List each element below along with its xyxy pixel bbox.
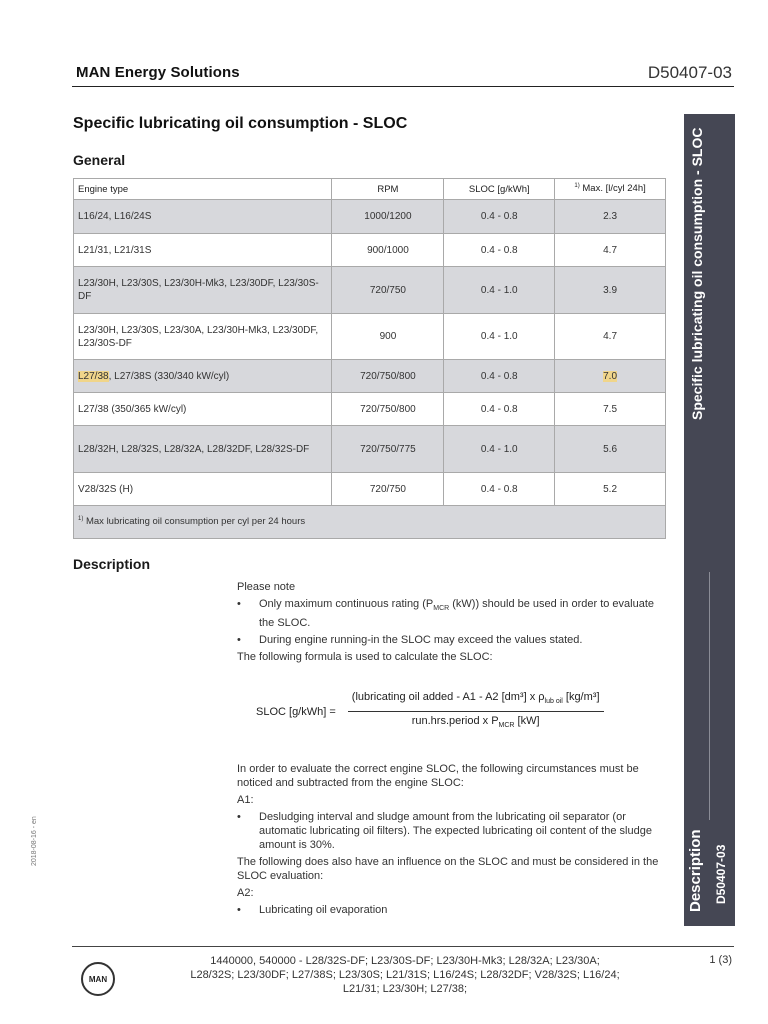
engine-type-cell: L28/32H, L28/32S, L28/32A, L28/32DF, L28/32S-DF	[74, 426, 332, 473]
max-cell: 5.6	[555, 426, 666, 473]
bullet-symbol: •	[237, 810, 241, 823]
table-footnote-text: Max lubricating oil consumption per cyl per 24 hours	[85, 516, 306, 528]
rpm-cell: 720/750/800	[332, 393, 444, 426]
footnote-marker: 1)	[78, 516, 84, 523]
sloc-cell: 0.4 - 0.8	[444, 393, 555, 426]
rpm-cell: 720/750/800	[332, 360, 444, 393]
bullet-item	[237, 597, 665, 630]
table-row	[74, 426, 666, 473]
formula-fraction	[348, 690, 604, 733]
bullet-item	[237, 903, 665, 917]
column-header-rpm: RPM	[332, 179, 444, 200]
sloc-cell: 0.4 - 0.8	[444, 200, 555, 234]
formula-numerator-text: (lubricating oil added - A1 - A2 [dm³] x ρ	[351, 691, 545, 704]
max-cell: 7.5	[555, 393, 666, 426]
highlighted-engine-type: L27/38	[78, 370, 109, 382]
engine-type-cell: L23/30H, L23/30S, L23/30A, L23/30H-Mk3, L23/30DF, L23/30S-DF	[74, 314, 332, 360]
formula-numerator-unit: [kg/m³]	[562, 691, 600, 704]
engine-type-cell: L21/31, L21/31S	[74, 234, 332, 267]
header-divider	[72, 86, 734, 87]
table-header-row	[74, 179, 666, 200]
table-row	[74, 200, 666, 234]
engine-type-rest: , L27/38S (330/340 kW/cyl)	[108, 370, 230, 382]
engine-type-cell: V28/32S (H)	[74, 473, 332, 506]
please-note: Please note	[237, 581, 296, 593]
rpm-cell: 900	[332, 314, 444, 360]
sloc-cell: 0.4 - 1.0	[444, 426, 555, 473]
max-cell: 4.7	[555, 314, 666, 360]
max-cell: 4.7	[555, 234, 666, 267]
sidebar-divider	[709, 572, 710, 820]
bullet-text: Only maximum continuous rating (P	[259, 598, 434, 610]
formula-numerator	[348, 690, 604, 712]
column-header-max	[555, 179, 666, 200]
label-a1: A1:	[237, 793, 254, 806]
section-heading-description: Description	[73, 556, 151, 572]
table-footnote	[74, 506, 666, 539]
description-body	[237, 580, 665, 920]
engine-type-cell: L16/24, L16/24S	[74, 200, 332, 234]
column-header-max-label: Max. [l/cyl 24h]	[582, 183, 646, 195]
table-row	[74, 267, 666, 314]
highlighted-max-value: 7.0	[603, 370, 618, 382]
engine-type-cell	[74, 360, 332, 393]
page-title: Specific lubricating oil consumption - SLOC	[73, 115, 408, 132]
sidebar-document-number: D50407-03	[714, 844, 728, 904]
table-row	[74, 314, 666, 360]
max-cell	[555, 360, 666, 393]
sloc-formula	[256, 690, 665, 733]
engine-type-cell: L23/30H, L23/30S, L23/30H-Mk3, L23/30DF, L23/30S-DF	[74, 267, 332, 314]
bullet-item	[237, 633, 665, 647]
sloc-table	[73, 178, 666, 539]
rpm-cell: 720/750	[332, 267, 444, 314]
sidebar-title: Specific lubricating oil consumption - SLOC	[689, 127, 705, 420]
sloc-cell: 0.4 - 0.8	[444, 473, 555, 506]
formula-intro: The following formula is used to calculate the SLOC:	[237, 651, 493, 664]
bullet-text: Lubricating oil evaporation	[259, 903, 388, 916]
page-number: 1 (3)	[709, 954, 732, 966]
bullet-item	[237, 810, 665, 852]
column-header-sloc: SLOC [g/kWh]	[444, 179, 555, 200]
logo-text: MAN	[88, 974, 108, 984]
company-name: MAN Energy Solutions	[76, 64, 240, 81]
document-number: D50407-03	[647, 63, 732, 82]
formula-denominator-text: run.hrs.period x P	[411, 715, 499, 728]
formula-lhs: SLOC [g/kWh] =	[256, 705, 336, 718]
table-row	[74, 393, 666, 426]
rpm-cell: 720/750/775	[332, 426, 444, 473]
bullet-symbol: •	[237, 634, 241, 647]
footer-divider	[72, 946, 734, 947]
max-cell: 3.9	[555, 267, 666, 314]
bullet-text: During engine running-in the SLOC may exceed the values stated.	[259, 634, 583, 647]
table-row	[74, 473, 666, 506]
bullet-text: Desludging interval and sludge amount from the lubricating oil separator (or automatic lubricating oil filters). The expected lubricating oil content of the sludge amount is 30%.	[259, 810, 652, 851]
section-heading-general: General	[73, 152, 126, 168]
pmcr-subscript: MCR	[498, 722, 515, 730]
engine-type-cell: L27/38 (350/365 kW/cyl)	[74, 393, 332, 426]
evaluate-paragraph: In order to evaluate the correct engine SLOC, the following circumstances must be noticed and subtracted from the engine SLOC:	[237, 762, 639, 789]
max-cell: 2.3	[555, 200, 666, 234]
rho-subscript: lub oil	[544, 698, 563, 706]
formula-denominator	[412, 712, 540, 733]
label-a2: A2:	[237, 886, 254, 899]
formula-denominator-unit: [kW]	[514, 715, 540, 728]
bullet-symbol: •	[237, 598, 241, 610]
influence-paragraph: The following does also have an influence on the SLOC and must be considered in the SLOC evaluation:	[237, 855, 659, 882]
table-row	[74, 360, 666, 393]
man-logo	[81, 962, 115, 996]
table-row	[74, 234, 666, 267]
max-cell: 5.2	[555, 473, 666, 506]
sloc-cell: 0.4 - 0.8	[444, 360, 555, 393]
margin-date-stamp: 2018-08-16 - en	[31, 816, 38, 866]
footnote-marker: 1)	[574, 183, 580, 190]
sidebar-section-label: Description	[687, 829, 704, 912]
footer-engine-ids: 1440000, 540000 - L28/32S-DF; L23/30S-DF; L23/30H-Mk3; L28/32A; L23/30A; L28/32S; L23/30DF; L27/38S; L23/30S; L21/31S; L16/24S; L28/32DF; V28/32S; L16/24; L21/31; L23/30H; L27/38;	[190, 955, 620, 995]
table-footnote-row	[74, 506, 666, 539]
rpm-cell: 900/1000	[332, 234, 444, 267]
sloc-cell: 0.4 - 0.8	[444, 234, 555, 267]
pmcr-subscript: MCR	[433, 605, 450, 613]
sloc-cell: 0.4 - 1.0	[444, 267, 555, 314]
sloc-cell: 0.4 - 1.0	[444, 314, 555, 360]
column-header-engine-type: Engine type	[74, 179, 332, 200]
bullet-symbol: •	[237, 903, 241, 916]
rpm-cell: 1000/1200	[332, 200, 444, 234]
rpm-cell: 720/750	[332, 473, 444, 506]
bullet-text-continued: (kW)) should be used in order to evaluate the SLOC.	[259, 598, 655, 630]
